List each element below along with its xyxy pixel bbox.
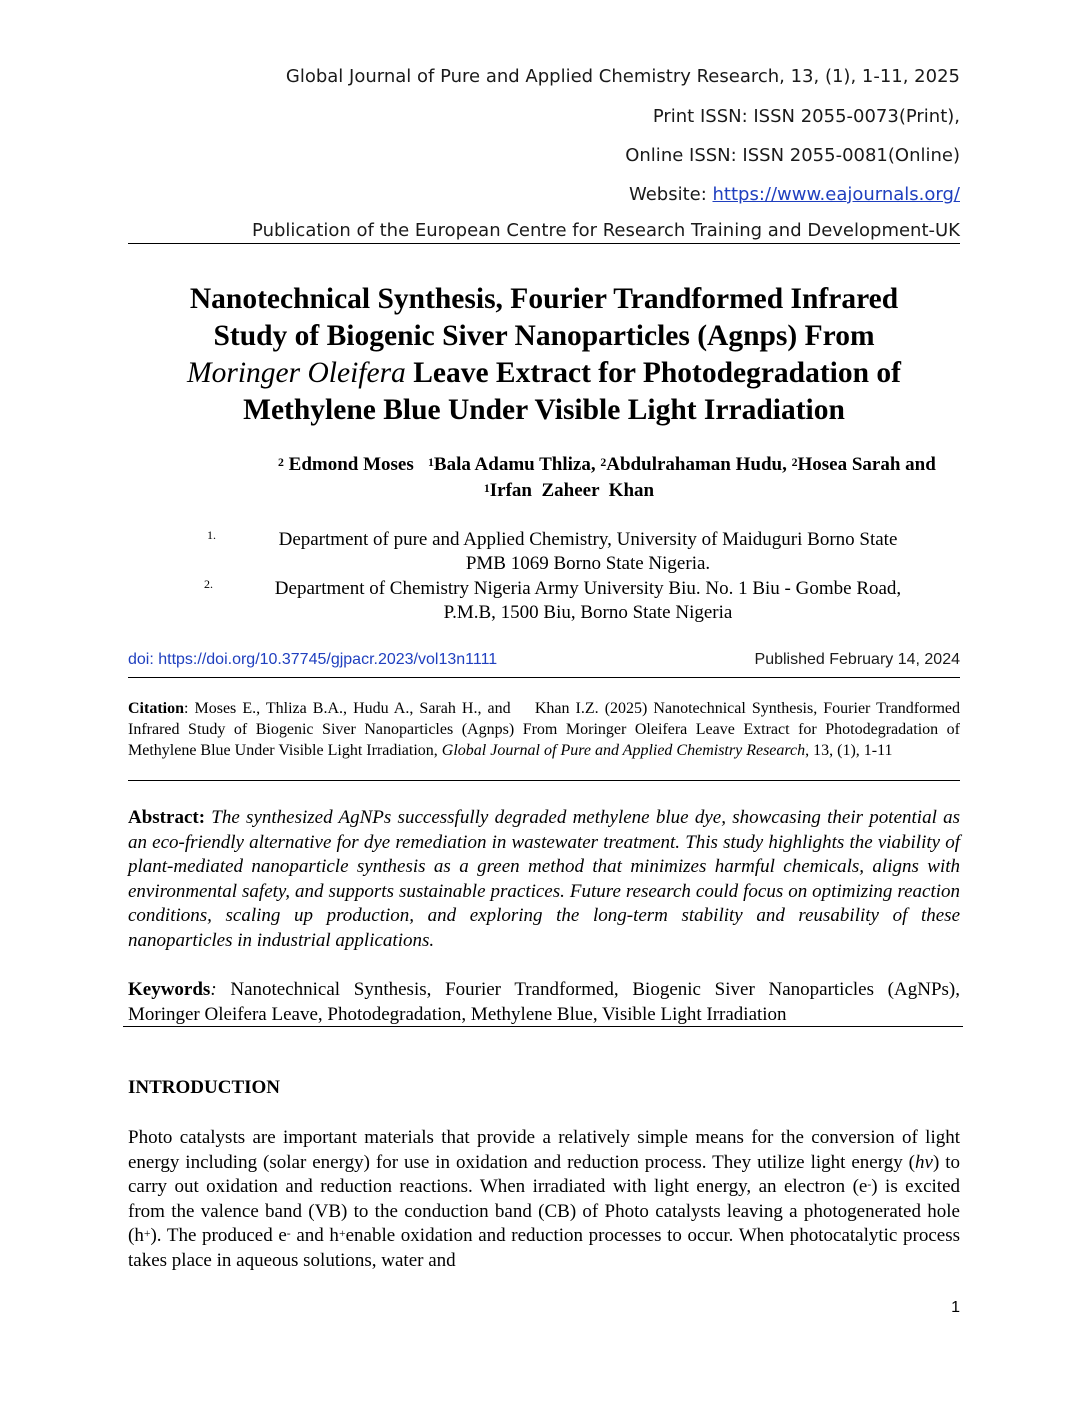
author-name: Abdulrahaman Hudu,: [606, 454, 787, 475]
citation-label: Citation: [128, 700, 184, 717]
author-line-2: [128, 478, 960, 504]
keywords-divider: [123, 1026, 963, 1027]
introduction-paragraph: [128, 1126, 960, 1273]
author-sup: 1: [428, 456, 434, 469]
publisher-line: Publication of the European Centre for Research Training and Development-UK: [252, 220, 960, 241]
keywords-label: Keywords: [128, 979, 211, 1000]
abstract-label: Abstract:: [128, 807, 206, 828]
author-name: Bala Adamu Thliza,: [433, 454, 596, 475]
abstract-block: [128, 806, 960, 953]
title-line-3-rest: Leave Extract for Photodegradation of: [405, 357, 901, 389]
print-issn: Print ISSN: ISSN 2055-0073(Print),: [652, 106, 960, 127]
author-sup: 2: [278, 456, 284, 469]
intro-sup: +: [338, 1227, 346, 1240]
website-line: [629, 184, 960, 205]
page-number: 1: [951, 1299, 960, 1316]
author-sup: 2: [600, 456, 607, 469]
author-line-1: [128, 452, 960, 478]
affiliation-number: 1.: [207, 528, 216, 542]
doi-divider: [128, 677, 960, 678]
intro-text: enable oxidation and reduction processes to occur. When photocatalytic process takes place in aqueous solutions, water and: [128, 1225, 960, 1271]
title-species: Moringer Oleifera: [187, 357, 406, 389]
abstract-text: The synthesized AgNPs successfully degraded methylene blue dye, showcasing their potential as an eco-friendly alternative for dye remediation in wastewater treatment. This study highlights the viability of plant-mediated nanoparticle synthesis as a green method that minimizes harmful chemicals, aligns with environmental safety, and supports sustainable practices. Future research could focus on optimizing reaction conditions, scaling up production, and exploring the long-term stability and reusability of these nanoparticles in industrial applications.: [128, 807, 960, 951]
affiliation-line: PMB 1069 Borno State Nigeria.: [465, 553, 711, 574]
affiliation-line: Department of pure and Applied Chemistry, University of Maiduguri Borno State: [278, 529, 898, 550]
intro-text: and h: [290, 1225, 339, 1246]
affiliation-line: P.M.B, 1500 Biu, Borno State Nigeria: [443, 602, 733, 623]
intro-text: Photo catalysts are important materials that provide a relatively simple means for the conversion of light energy including (solar energy) for use in oxidation and reduction process. They utilize light energy (: [128, 1127, 960, 1173]
intro-text: ). The produced e: [150, 1225, 287, 1246]
author-name: Irfan Zaheer Khan: [489, 480, 655, 501]
citation-journal: Global Journal of Pure and Applied Chemistry Research: [441, 742, 806, 759]
author-name: Edmond Moses: [288, 454, 414, 475]
published-date: Published February 14, 2024: [754, 651, 960, 668]
section-heading: INTRODUCTION: [128, 1077, 281, 1098]
author-sup: 2: [791, 456, 798, 469]
title-line-1: Nanotechnical Synthesis, Fourier Trandformed Infrared: [189, 283, 899, 315]
citation-block: [128, 698, 964, 761]
citation-divider: [128, 780, 960, 781]
title-line-2: Study of Biogenic Siver Nanoparticles (Agnps) From: [213, 320, 875, 352]
keywords-text: Nanotechnical Synthesis, Fourier Trandformed, Biogenic Siver Nanoparticles (AgNPs), Moringer Oleifera Leave, Photodegradation, Methylene Blue, Visible Light Irradiation: [128, 979, 960, 1025]
header-divider: [128, 243, 960, 244]
doi-link[interactable]: doi: https://doi.org/10.37745/gjpacr.2023/vol13n1111: [128, 651, 498, 668]
keywords-block: [128, 977, 960, 1027]
affiliation-2: [228, 577, 948, 625]
title-line-3: [128, 355, 960, 392]
author-sup: 1: [483, 482, 490, 495]
intro-sup: -: [867, 1178, 872, 1191]
online-issn: Online ISSN: ISSN 2055-0081(Online): [625, 145, 960, 166]
intro-text: ) to carry out oxidation and reduction reactions. When irradiated with light energy, an electron (e: [128, 1151, 960, 1197]
website-label: Website:: [628, 184, 713, 205]
affiliation-1: [228, 528, 948, 576]
intro-text: ) is excited from the valence band (VB) to the conduction band (CB) of Photo catalysts leaving a photogenerated hole (h: [128, 1176, 960, 1246]
intro-sup: -: [286, 1227, 291, 1240]
keywords-colon: :: [210, 979, 217, 1000]
title-line-4: Methylene Blue Under Visible Light Irradiation: [243, 394, 845, 426]
paper-title: [128, 281, 960, 429]
intro-sup: +: [143, 1227, 151, 1240]
affiliation-number: 2.: [204, 577, 213, 591]
affiliation-line: Department of Chemistry Nigeria Army University Biu. No. 1 Biu - Gombe Road,: [274, 578, 902, 599]
citation-tail: , 13, (1), 1-11: [805, 742, 893, 759]
author-name: Hosea Sarah and: [797, 454, 936, 475]
author-list: [128, 452, 960, 504]
website-link[interactable]: https://www.eajournals.org/: [712, 184, 960, 205]
journal-line: Global Journal of Pure and Applied Chemistry Research, 13, (1), 1-11, 2025: [285, 66, 960, 87]
citation-text: : Moses E., Thliza B.A., Hudu A., Sarah H., and Khan I.Z. (2025) Nanotechnical Synthesis, Fourier Trandformed Infrared Study of Biogenic Siver Nanoparticles (Agnps) From Moringer Oleifera Leave Extract for Photodegradation of Methylene Blue Under Visible Light Irradiation,: [128, 700, 964, 759]
intro-hv: hv: [915, 1151, 933, 1173]
